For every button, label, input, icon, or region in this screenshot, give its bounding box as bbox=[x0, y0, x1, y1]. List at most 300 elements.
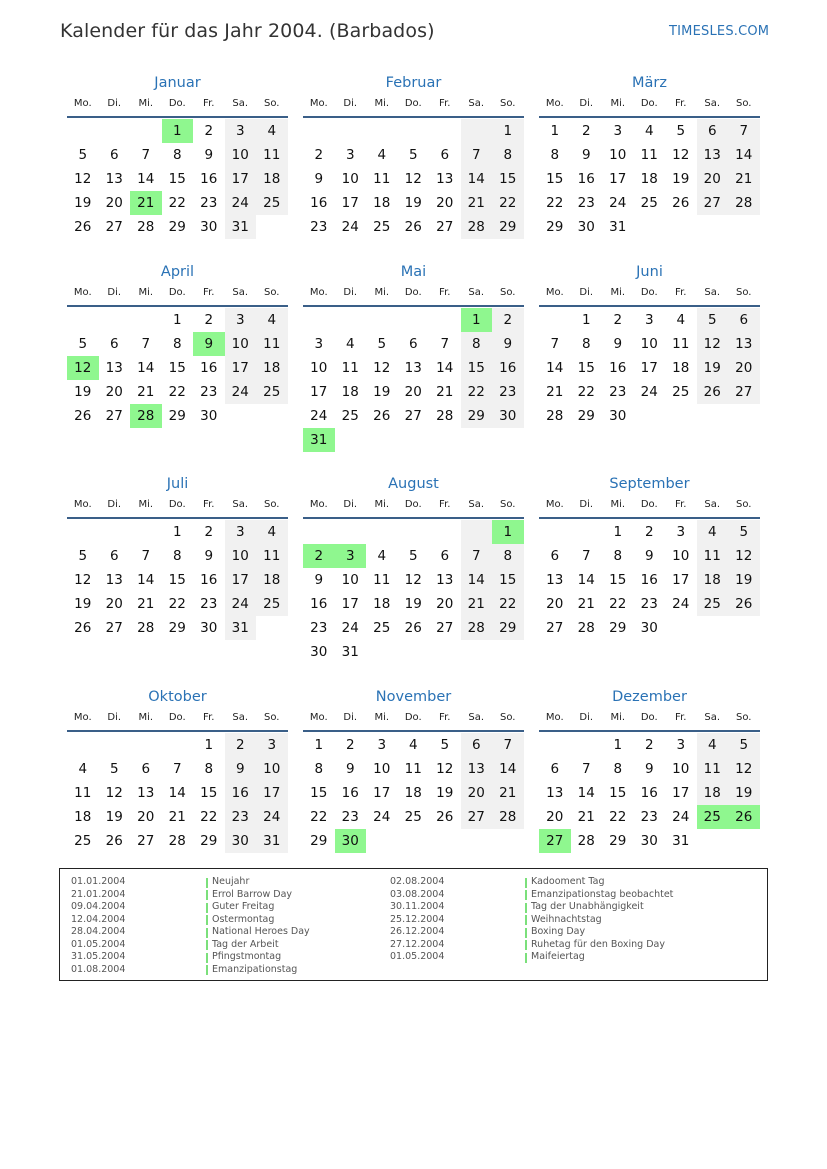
weekday-header bbox=[67, 710, 288, 730]
day-cell: 15 bbox=[168, 572, 186, 588]
day-cell: 26 bbox=[373, 408, 391, 424]
month-april bbox=[67, 262, 288, 428]
day-cell: 25 bbox=[404, 809, 422, 825]
day-cell: 4 bbox=[697, 520, 729, 544]
day-cell: 16 bbox=[200, 171, 218, 187]
empty-cell bbox=[162, 733, 194, 757]
day-cell: 9 bbox=[204, 147, 214, 163]
header-rule bbox=[539, 730, 760, 732]
month-mai bbox=[303, 262, 524, 452]
day-cell: 19 bbox=[74, 596, 92, 612]
day-cell: 24 bbox=[341, 219, 359, 235]
day-cell: 18 bbox=[256, 568, 288, 592]
weekday-label: So. bbox=[736, 499, 752, 510]
month-januar bbox=[67, 73, 288, 239]
weekday-label: Do. bbox=[640, 98, 658, 109]
holiday-day: 9 bbox=[193, 332, 225, 356]
weekday-label: Do. bbox=[404, 499, 422, 510]
weekday-label: Mo. bbox=[73, 499, 92, 510]
day-cell: 5 bbox=[676, 123, 686, 139]
day-cell: 10 bbox=[341, 572, 359, 588]
weekday-label: Do. bbox=[404, 98, 422, 109]
day-cell: 31 bbox=[225, 215, 257, 239]
empty-cell bbox=[429, 520, 461, 544]
day-cell: 19 bbox=[404, 195, 422, 211]
weekday-label: Di. bbox=[107, 287, 122, 298]
empty-cell bbox=[461, 520, 493, 544]
day-cell: 3 bbox=[225, 308, 257, 332]
day-grid bbox=[67, 733, 288, 853]
day-cell: 16 bbox=[640, 785, 658, 801]
header-rule bbox=[303, 730, 524, 732]
weekday-label: Mo. bbox=[73, 287, 92, 298]
day-cell: 8 bbox=[492, 143, 524, 167]
day-grid bbox=[303, 733, 524, 853]
day-cell: 24 bbox=[672, 809, 690, 825]
weekday-header bbox=[67, 497, 288, 517]
legend-holiday-name: Guter Freitag bbox=[206, 901, 274, 914]
weekday-header bbox=[539, 497, 760, 517]
header-rule bbox=[303, 116, 524, 118]
day-cell: 14 bbox=[461, 167, 493, 191]
day-cell: 11 bbox=[672, 336, 690, 352]
day-cell: 22 bbox=[310, 809, 328, 825]
day-cell: 23 bbox=[310, 219, 328, 235]
weekday-label: Mo. bbox=[73, 98, 92, 109]
legend-date: 01.05.2004 bbox=[390, 951, 445, 962]
day-cell: 14 bbox=[546, 360, 564, 376]
empty-cell bbox=[67, 733, 99, 757]
day-cell: 24 bbox=[609, 195, 627, 211]
day-cell: 29 bbox=[492, 616, 524, 640]
day-cell: 7 bbox=[728, 119, 760, 143]
day-cell: 22 bbox=[168, 195, 186, 211]
weekday-header bbox=[539, 96, 760, 116]
empty-cell bbox=[366, 119, 398, 143]
weekday-label: Mo. bbox=[309, 712, 328, 723]
weekday-header bbox=[539, 710, 760, 730]
day-cell: 17 bbox=[672, 785, 690, 801]
day-cell: 3 bbox=[225, 520, 257, 544]
day-cell: 30 bbox=[200, 219, 218, 235]
legend-holiday-name: Pfingstmontag bbox=[206, 951, 281, 964]
day-cell: 24 bbox=[225, 380, 257, 404]
day-cell: 16 bbox=[310, 596, 328, 612]
day-cell: 19 bbox=[728, 568, 760, 592]
day-cell: 17 bbox=[341, 195, 359, 211]
day-cell: 16 bbox=[200, 572, 218, 588]
holiday-day: 21 bbox=[130, 191, 162, 215]
day-cell: 23 bbox=[341, 809, 359, 825]
weekday-label: Di. bbox=[579, 499, 594, 510]
day-cell: 4 bbox=[377, 548, 387, 564]
day-cell: 8 bbox=[613, 761, 623, 777]
day-cell: 24 bbox=[341, 620, 359, 636]
holiday-day: 31 bbox=[303, 428, 335, 452]
day-cell: 8 bbox=[613, 548, 623, 564]
day-cell: 13 bbox=[436, 572, 454, 588]
day-cell: 26 bbox=[74, 408, 92, 424]
holiday-legend bbox=[59, 868, 768, 981]
day-cell: 23 bbox=[577, 195, 595, 211]
legend-holiday-name: Maifeiertag bbox=[525, 951, 585, 964]
holiday-day: 3 bbox=[335, 544, 367, 568]
holiday-day: 27 bbox=[539, 829, 571, 853]
day-cell: 16 bbox=[341, 785, 359, 801]
day-grid bbox=[303, 308, 524, 452]
day-cell: 9 bbox=[204, 548, 214, 564]
day-cell: 7 bbox=[581, 761, 591, 777]
day-cell: 1 bbox=[172, 312, 182, 328]
day-cell: 5 bbox=[377, 336, 387, 352]
weekday-label: Fr. bbox=[203, 712, 215, 723]
day-cell: 18 bbox=[256, 356, 288, 380]
day-cell: 11 bbox=[697, 544, 729, 568]
day-cell: 13 bbox=[546, 572, 564, 588]
weekday-label: Mo. bbox=[73, 712, 92, 723]
day-cell: 13 bbox=[436, 171, 454, 187]
day-cell: 4 bbox=[345, 336, 355, 352]
day-cell: 28 bbox=[492, 805, 524, 829]
month-name: Januar bbox=[154, 75, 201, 91]
day-cell: 30 bbox=[577, 219, 595, 235]
empty-cell bbox=[303, 119, 335, 143]
empty-cell bbox=[130, 119, 162, 143]
day-grid bbox=[67, 308, 288, 428]
weekday-header bbox=[303, 96, 524, 116]
month-juni bbox=[539, 262, 760, 428]
legend-holiday-name: Tag der Arbeit bbox=[206, 939, 279, 952]
day-cell: 27 bbox=[105, 219, 123, 235]
day-cell: 24 bbox=[640, 384, 658, 400]
empty-cell bbox=[335, 520, 367, 544]
day-cell: 18 bbox=[404, 785, 422, 801]
day-cell: 29 bbox=[577, 408, 595, 424]
day-cell: 26 bbox=[436, 809, 454, 825]
empty-cell bbox=[99, 733, 131, 757]
month-september bbox=[539, 474, 760, 640]
legend-date: 28.04.2004 bbox=[71, 926, 126, 937]
day-cell: 25 bbox=[256, 380, 288, 404]
weekday-label: Fr. bbox=[439, 499, 451, 510]
day-cell: 20 bbox=[546, 809, 564, 825]
day-cell: 14 bbox=[168, 785, 186, 801]
day-cell: 21 bbox=[168, 809, 186, 825]
day-cell: 25 bbox=[341, 408, 359, 424]
month-name: Juni bbox=[636, 264, 663, 280]
month-name: Februar bbox=[385, 75, 442, 91]
day-cell: 9 bbox=[581, 147, 591, 163]
day-cell: 5 bbox=[78, 548, 88, 564]
day-cell: 25 bbox=[256, 191, 288, 215]
legend-date: 31.05.2004 bbox=[71, 951, 126, 962]
day-cell: 22 bbox=[609, 809, 627, 825]
legend-date: 01.08.2004 bbox=[71, 963, 126, 975]
day-cell: 20 bbox=[436, 195, 454, 211]
month-november bbox=[303, 687, 524, 853]
legend-date: 01.01.2004 bbox=[71, 876, 126, 887]
weekday-label: Mi. bbox=[610, 712, 626, 723]
legend-holiday-name: Weihnachtstag bbox=[525, 914, 602, 927]
empty-cell bbox=[429, 308, 461, 332]
holiday-day: 2 bbox=[303, 544, 335, 568]
day-cell: 8 bbox=[204, 761, 214, 777]
day-cell: 26 bbox=[404, 219, 422, 235]
day-cell: 15 bbox=[310, 785, 328, 801]
day-cell: 29 bbox=[200, 833, 218, 849]
day-cell: 2 bbox=[204, 312, 214, 328]
day-cell: 26 bbox=[404, 620, 422, 636]
day-cell: 13 bbox=[137, 785, 155, 801]
empty-cell bbox=[539, 520, 571, 544]
holiday-day: 12 bbox=[67, 356, 99, 380]
header-rule bbox=[539, 305, 760, 307]
legend-date: 01.05.2004 bbox=[71, 938, 126, 950]
day-cell: 31 bbox=[256, 829, 288, 853]
day-cell: 28 bbox=[137, 219, 155, 235]
day-cell: 19 bbox=[404, 596, 422, 612]
weekday-label: Di. bbox=[343, 499, 358, 510]
month-dezember bbox=[539, 687, 760, 853]
legend-date: 21.01.2004 bbox=[71, 888, 126, 900]
day-grid bbox=[303, 119, 524, 239]
day-cell: 12 bbox=[697, 332, 729, 356]
day-cell: 4 bbox=[377, 147, 387, 163]
day-cell: 25 bbox=[256, 592, 288, 616]
page-title: Kalender für das Jahr 2004. (Barbados) bbox=[60, 20, 435, 42]
weekday-label: Do. bbox=[168, 98, 186, 109]
day-cell: 15 bbox=[492, 568, 524, 592]
weekday-label: Sa. bbox=[232, 499, 249, 510]
day-cell: 7 bbox=[172, 761, 182, 777]
day-cell: 2 bbox=[613, 312, 623, 328]
weekday-label: So. bbox=[264, 499, 280, 510]
day-cell: 11 bbox=[404, 761, 422, 777]
day-cell: 21 bbox=[461, 191, 493, 215]
month-oktober bbox=[67, 687, 288, 853]
day-cell: 6 bbox=[109, 548, 119, 564]
day-cell: 21 bbox=[577, 809, 595, 825]
day-cell: 28 bbox=[577, 620, 595, 636]
day-cell: 19 bbox=[697, 356, 729, 380]
weekday-header bbox=[67, 285, 288, 305]
weekday-label: Do. bbox=[168, 712, 186, 723]
day-cell: 6 bbox=[141, 761, 151, 777]
legend-holiday-name: Emanzipationstag bbox=[206, 964, 297, 977]
empty-cell bbox=[99, 308, 131, 332]
day-cell: 1 bbox=[581, 312, 591, 328]
day-cell: 4 bbox=[78, 761, 88, 777]
weekday-label: Fr. bbox=[203, 98, 215, 109]
day-cell: 13 bbox=[404, 360, 422, 376]
day-cell: 13 bbox=[546, 785, 564, 801]
day-cell: 19 bbox=[672, 171, 690, 187]
day-cell: 2 bbox=[492, 308, 524, 332]
day-cell: 28 bbox=[461, 616, 493, 640]
day-cell: 23 bbox=[640, 809, 658, 825]
day-cell: 29 bbox=[168, 620, 186, 636]
day-cell: 21 bbox=[137, 596, 155, 612]
day-cell: 10 bbox=[672, 548, 690, 564]
weekday-label: Mi. bbox=[610, 499, 626, 510]
weekday-label: Sa. bbox=[704, 712, 721, 723]
header-rule bbox=[67, 517, 288, 519]
empty-cell bbox=[429, 119, 461, 143]
day-cell: 13 bbox=[105, 572, 123, 588]
day-cell: 11 bbox=[640, 147, 658, 163]
day-grid bbox=[539, 308, 760, 428]
weekday-header bbox=[67, 96, 288, 116]
empty-cell bbox=[571, 733, 603, 757]
empty-cell bbox=[398, 308, 430, 332]
weekday-label: So. bbox=[500, 287, 516, 298]
weekday-label: So. bbox=[500, 499, 516, 510]
day-cell: 17 bbox=[373, 785, 391, 801]
weekday-label: Mi. bbox=[138, 287, 154, 298]
day-cell: 14 bbox=[728, 143, 760, 167]
day-cell: 29 bbox=[492, 215, 524, 239]
day-cell: 23 bbox=[492, 380, 524, 404]
day-cell: 24 bbox=[310, 408, 328, 424]
day-cell: 25 bbox=[373, 219, 391, 235]
day-cell: 17 bbox=[225, 356, 257, 380]
weekday-label: So. bbox=[736, 712, 752, 723]
day-cell: 17 bbox=[225, 568, 257, 592]
weekday-label: Mi. bbox=[138, 499, 154, 510]
day-cell: 18 bbox=[697, 781, 729, 805]
day-cell: 12 bbox=[74, 572, 92, 588]
day-cell: 19 bbox=[74, 195, 92, 211]
weekday-label: So. bbox=[736, 98, 752, 109]
day-cell: 12 bbox=[728, 544, 760, 568]
weekday-label: Fr. bbox=[675, 499, 687, 510]
month-name: Dezember bbox=[612, 689, 687, 705]
day-cell: 6 bbox=[728, 308, 760, 332]
day-cell: 16 bbox=[200, 360, 218, 376]
day-cell: 16 bbox=[310, 195, 328, 211]
weekday-header bbox=[303, 710, 524, 730]
day-cell: 5 bbox=[440, 737, 450, 753]
day-cell: 28 bbox=[546, 408, 564, 424]
day-cell: 9 bbox=[613, 336, 623, 352]
weekday-label: So. bbox=[736, 287, 752, 298]
day-cell: 14 bbox=[492, 757, 524, 781]
day-cell: 30 bbox=[225, 829, 257, 853]
day-cell: 27 bbox=[436, 219, 454, 235]
legend-holiday-name: Tag der Unabhängigkeit bbox=[525, 901, 644, 914]
empty-cell bbox=[130, 520, 162, 544]
day-cell: 23 bbox=[225, 805, 257, 829]
day-cell: 19 bbox=[74, 384, 92, 400]
weekday-label: Fr. bbox=[203, 287, 215, 298]
empty-cell bbox=[99, 119, 131, 143]
day-cell: 27 bbox=[404, 408, 422, 424]
weekday-label: Fr. bbox=[675, 98, 687, 109]
day-cell: 27 bbox=[105, 408, 123, 424]
day-cell: 31 bbox=[341, 644, 359, 660]
day-cell: 21 bbox=[461, 592, 493, 616]
day-cell: 15 bbox=[577, 360, 595, 376]
weekday-label: So. bbox=[264, 98, 280, 109]
day-cell: 10 bbox=[373, 761, 391, 777]
day-cell: 18 bbox=[697, 568, 729, 592]
day-cell: 14 bbox=[137, 171, 155, 187]
weekday-label: Di. bbox=[107, 499, 122, 510]
day-cell: 14 bbox=[137, 360, 155, 376]
day-cell: 17 bbox=[672, 572, 690, 588]
day-cell: 7 bbox=[492, 733, 524, 757]
day-cell: 29 bbox=[168, 219, 186, 235]
empty-cell bbox=[398, 520, 430, 544]
day-cell: 19 bbox=[373, 384, 391, 400]
day-cell: 10 bbox=[225, 143, 257, 167]
month-name: November bbox=[375, 689, 452, 705]
day-cell: 23 bbox=[609, 384, 627, 400]
day-cell: 26 bbox=[74, 620, 92, 636]
day-cell: 31 bbox=[225, 616, 257, 640]
day-cell: 5 bbox=[78, 336, 88, 352]
weekday-label: Sa. bbox=[468, 287, 485, 298]
day-cell: 30 bbox=[640, 833, 658, 849]
day-cell: 9 bbox=[314, 572, 324, 588]
day-grid bbox=[539, 520, 760, 640]
weekday-label: Mo. bbox=[309, 98, 328, 109]
day-cell: 1 bbox=[613, 737, 623, 753]
day-cell: 18 bbox=[672, 360, 690, 376]
day-cell: 23 bbox=[200, 195, 218, 211]
day-cell: 28 bbox=[728, 191, 760, 215]
day-cell: 4 bbox=[256, 520, 288, 544]
empty-cell bbox=[67, 520, 99, 544]
day-cell: 1 bbox=[172, 524, 182, 540]
day-cell: 2 bbox=[314, 147, 324, 163]
day-cell: 17 bbox=[225, 167, 257, 191]
empty-cell bbox=[366, 308, 398, 332]
day-cell: 3 bbox=[676, 737, 686, 753]
empty-cell bbox=[67, 308, 99, 332]
day-cell: 28 bbox=[577, 833, 595, 849]
day-cell: 4 bbox=[408, 737, 418, 753]
day-cell: 10 bbox=[640, 336, 658, 352]
day-cell: 10 bbox=[225, 332, 257, 356]
day-grid bbox=[539, 119, 760, 239]
day-cell: 1 bbox=[550, 123, 560, 139]
day-cell: 9 bbox=[644, 761, 654, 777]
day-cell: 14 bbox=[436, 360, 454, 376]
brand-link[interactable]: TIMESLES.COM bbox=[669, 24, 770, 39]
header-rule bbox=[67, 730, 288, 732]
day-cell: 15 bbox=[168, 171, 186, 187]
day-cell: 26 bbox=[672, 195, 690, 211]
day-cell: 21 bbox=[546, 384, 564, 400]
month-märz bbox=[539, 73, 760, 239]
day-cell: 20 bbox=[105, 596, 123, 612]
day-cell: 4 bbox=[256, 119, 288, 143]
day-cell: 10 bbox=[609, 147, 627, 163]
day-cell: 24 bbox=[256, 805, 288, 829]
legend-holiday-name: Errol Barrow Day bbox=[206, 889, 292, 902]
day-cell: 11 bbox=[341, 360, 359, 376]
day-cell: 7 bbox=[550, 336, 560, 352]
header-rule bbox=[303, 517, 524, 519]
day-cell: 7 bbox=[141, 147, 151, 163]
day-cell: 14 bbox=[137, 572, 155, 588]
day-cell: 25 bbox=[697, 592, 729, 616]
day-cell: 11 bbox=[256, 544, 288, 568]
day-cell: 5 bbox=[697, 308, 729, 332]
day-cell: 10 bbox=[256, 757, 288, 781]
day-cell: 28 bbox=[436, 408, 454, 424]
